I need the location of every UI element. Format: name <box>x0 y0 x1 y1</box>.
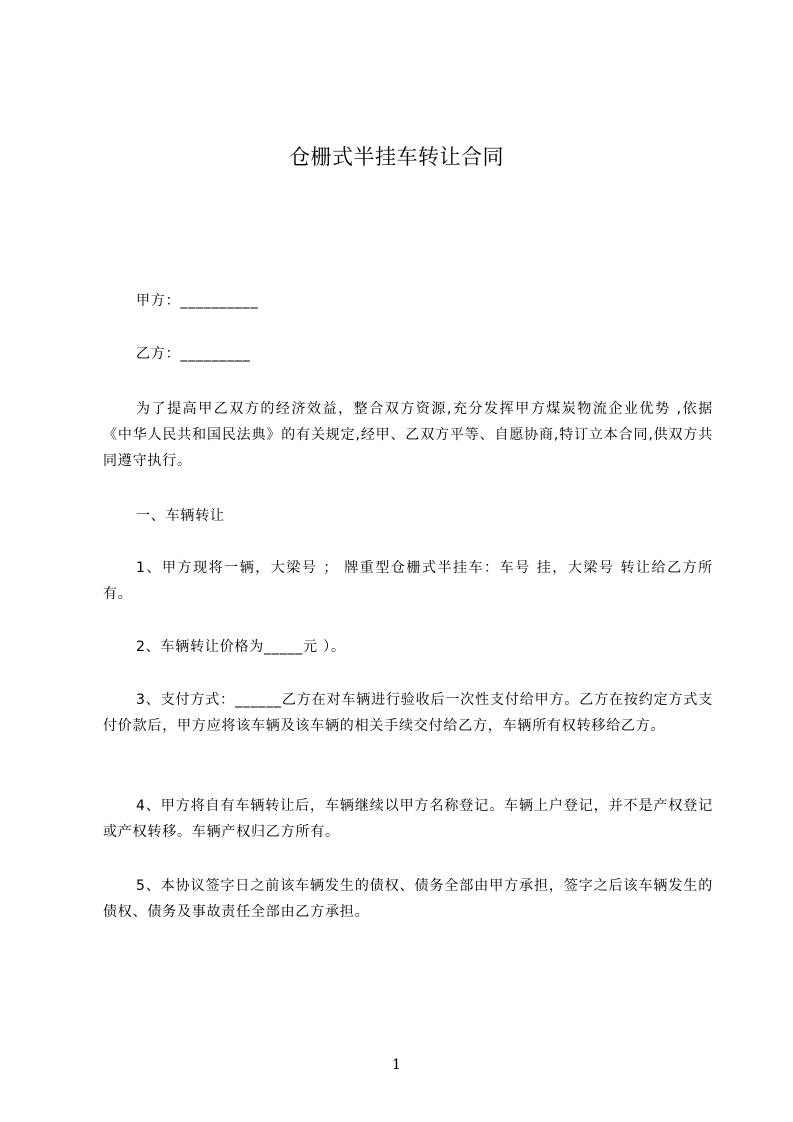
clause-2: 2、车辆转让价格为_____元 ）。 <box>136 639 346 655</box>
page-number: 1 <box>392 1057 401 1073</box>
clause-5: 5、本协议签字日之前该车辆发生的债权、债务全部由甲方承担，签字之后该车辆发生的债权、债务及事故责任全部由乙方承担。 <box>103 878 713 920</box>
preamble-paragraph: 为了提高甲乙双方的经济效益，整合双方资源,充分发挥甲方煤炭物流企业优势 ,依据《中华人民共和国民法典》的有关规定,经甲、乙双方平等、自愿协商,特订立本合同,供双方共同遵守执行。 <box>103 401 713 469</box>
clause-3: 3、支付方式：______乙方在对车辆进行验收后一次性支付给甲方。乙方在按约定方式支付价款后，甲方应将该车辆及该车辆的相关手续交付给乙方，车辆所有权转移给乙方。 <box>103 692 713 734</box>
party-b-line: 乙方：_________ <box>136 346 251 362</box>
party-a-line: 甲方：__________ <box>136 293 259 309</box>
document-title: 仓栅式半挂车转让合同 <box>289 145 504 169</box>
section-heading-vehicle-transfer: 一、车辆转让 <box>136 508 225 524</box>
clause-1: 1、甲方现将一辆，大梁号 ； 牌重型仓栅式半挂车：车号 挂，大梁号 转让给乙方所有。 <box>103 560 713 602</box>
clause-4: 4、甲方将自有车辆转让后，车辆继续以甲方名称登记。车辆上户登记，并不是产权登记或产权转移。车辆产权归乙方所有。 <box>103 798 713 840</box>
